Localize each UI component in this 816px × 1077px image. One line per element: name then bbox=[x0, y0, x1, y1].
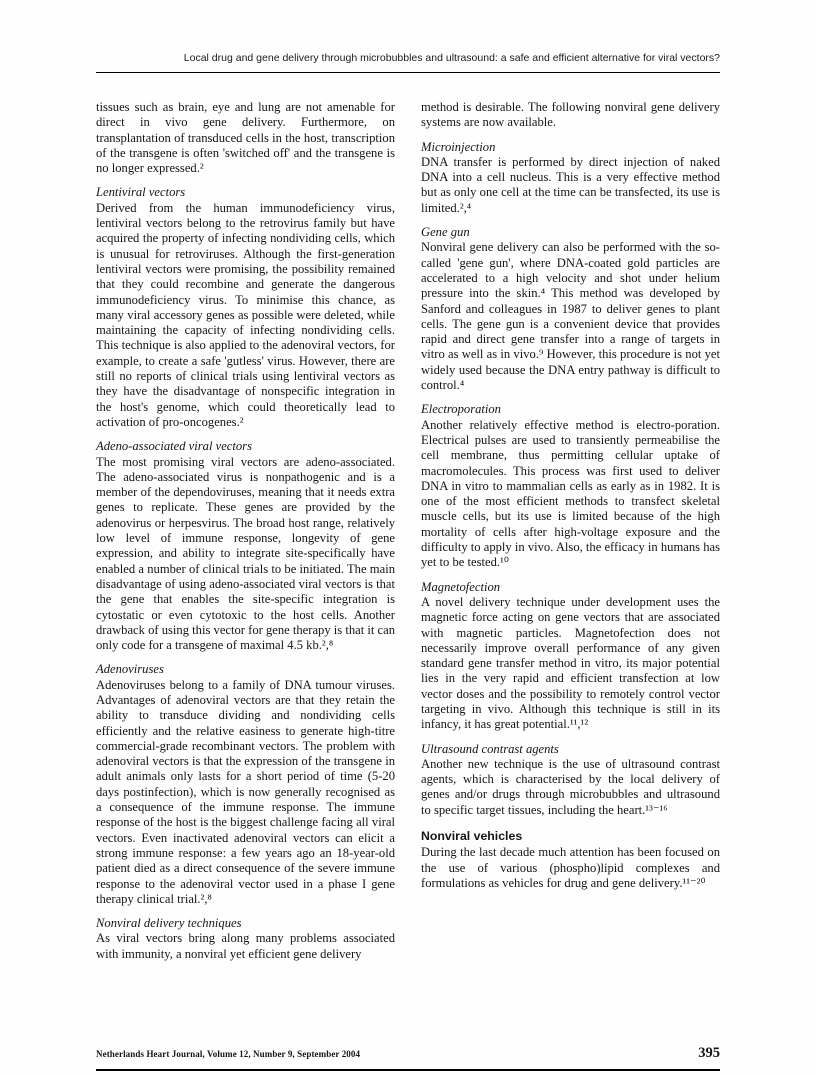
footer-journal-info: Netherlands Heart Journal, Volume 12, Number 9, September 2004 bbox=[96, 1049, 361, 1059]
heading-microinjection: Microinjection bbox=[421, 139, 496, 154]
heading-magnetofection: Magnetofection bbox=[421, 579, 501, 594]
paragraph-microinjection: DNA transfer is performed by direct injection of naked DNA into a cell nucleus. This is a very effective method but as only one cell at the time can be transfected, its use is limited.²,⁴ bbox=[421, 154, 720, 215]
footer-rule bbox=[96, 1069, 720, 1071]
paragraph-nonviral-delivery-techniques: As viral vectors bring along many problems associated with immunity, a nonviral yet efficient gene delivery bbox=[96, 931, 395, 961]
page-number: 395 bbox=[698, 1045, 720, 1061]
heading-nonviral-vehicles: Nonviral vehicles bbox=[421, 829, 523, 844]
heading-adenoviruses: Adenoviruses bbox=[96, 662, 164, 677]
heading-electroporation: Electroporation bbox=[421, 402, 501, 417]
article-body bbox=[96, 100, 720, 962]
paragraph-electroporation: Another relatively effective method is electro-poration. Electrical pulses are used to transiently permeabilise the cell membrane, thus permitting cellular uptake of macromolecules. This process was first used to deliver DNA in vitro to mammalian cells as early as in 1982. It is one of the most efficient methods to transfect skeletal muscle cells, but its use is limited because of the high mortality of cells after high-voltage exposure and the difficulty to apply in vivo. Also, the efficacy in humans has yet to be tested.¹⁰ bbox=[421, 417, 720, 570]
left-column bbox=[96, 100, 395, 962]
continued-paragraph: tissues such as brain, eye and lung are not amenable for direct in vivo gene delivery. Furthermore, on transplantation of transduced cells in the host, transcription of the transgene is often 'switched off' and the transgene is no longer expressed.² bbox=[96, 100, 395, 176]
heading-lentiviral-vectors: Lentiviral vectors bbox=[96, 185, 186, 200]
paragraph-adenoviruses: Adenoviruses belong to a family of DNA tumour viruses. Advantages of adenoviral vectors are that they retain the ability to transduce dividing and nondividing cells efficiently and the relative easiness to generate high-titre commercial-grade recombinant vectors. The problem with adenoviral vectors is that the expression of the transgene in adult animals only lasts for a short period of time (5-20 days postinfection), which is now generally recognised as a consequence of the immune response. The immune response of the host is the biggest challenge facing all viral vectors. Even inactivated adenoviral vectors can elicit a strong immune response: a few years ago an 18-year-old patient died as a direct consequence of the severe immune response to the adenoviral vector used in a phase I gene therapy clinical trial.²,⁸ bbox=[96, 677, 395, 906]
heading-adeno-associated-viral-vectors: Adeno-associated viral vectors bbox=[96, 439, 252, 454]
paragraph-lentiviral-vectors: Derived from the human immunodeficiency virus, lentiviral vectors belong to the retrovirus family but have acquired the property of infecting nondividing cells, which is unusual for retroviruses. Although the first-generation lentiviral vectors were promising, the possibility remained that they could recombine and generate the dangerous immunodeficiency virus. To minimise this chance, as many viral accessory genes as possible were deleted, while maintaining the capacity of infecting nondividing cells. This technique is also applied to the adenoviral vectors, for example, to create a safe 'gutless' virus. However, there are still no reports of clinical trials using lentiviral vectors as they have the disadvantage of nonspecific integration in the host's genome, which could theoretically lead to activation of pro-oncogenes.² bbox=[96, 200, 395, 429]
paragraph-gene-gun: Nonviral gene delivery can also be performed with the so-called 'gene gun', where DNA-coated gold particles are accelerated to a high velocity and shot under helium pressure into the skin.⁴ This method was developed by Sanford and colleagues in 1987 to deliver genes to plant cells. The gene gun is a convenient device that provides rapid and direct gene transfer into a range of targets in vitro as well as in vivo.⁹ However, this procedure is not yet widely used because the DNA entry pathway is difficult to control.⁴ bbox=[421, 240, 720, 393]
heading-nonviral-delivery-techniques: Nonviral delivery techniques bbox=[96, 916, 242, 931]
continued-paragraph: method is desirable. The following nonviral gene delivery systems are now available. bbox=[421, 100, 720, 130]
running-head-title: Local drug and gene delivery through microbubbles and ultrasound: a safe and efficient alternative for viral vectors? bbox=[183, 52, 720, 64]
heading-ultrasound-contrast-agents: Ultrasound contrast agents bbox=[421, 741, 559, 756]
paragraph-nonviral-vehicles: During the last decade much attention has been focused on the use of various (phospho)lipid complexes and formulations as vehicles for drug and gene delivery.¹¹⁻²⁰ bbox=[421, 845, 720, 890]
paragraph-adeno-associated-viral-vectors: The most promising viral vectors are adeno-associated. The adeno-associated virus is nonpathogenic and is a member of the dependoviruses, meaning that it needs extra genes to replicate. These genes are provided by the adenovirus or herpesvirus. The broad host range, relatively low level of immune response, longevity of gene expression, and ability to integrate site-specifically have enabled a number of clinical trials to be initiated. The main disadvantage of using adeno-associated viral vectors is that the gene that enables the site-specific integration is cytostatic or even cytotoxic to the host cells. Another drawback of using this vector for gene therapy is that it can only code for a transgene of maximal 4.5 kb.²,⁸ bbox=[96, 454, 396, 653]
page-footer bbox=[96, 1045, 720, 1071]
heading-gene-gun: Gene gun bbox=[421, 225, 470, 240]
running-head bbox=[96, 52, 720, 73]
paragraph-ultrasound-contrast-agents: Another new technique is the use of ultrasound contrast agents, which is characterised by the local delivery of genes and/or drugs through microbubbles and ultrasound to specific target tissues, including the heart.¹³⁻¹⁶ bbox=[421, 756, 720, 817]
paragraph-magnetofection: A novel delivery technique under development uses the magnetic force acting on gene vectors that are associated with magnetic particles. Magnetofection does not necessarily improve overall performance of any given standard gene transfer method in vitro, its major potential lies in the very rapid and efficient transfection at low vector doses and the possibility to remotely control vector targeting in vivo. Although this technique is still in its infancy, it has great potential.¹¹,¹² bbox=[421, 594, 720, 732]
footer-row bbox=[96, 1045, 720, 1062]
right-column bbox=[421, 100, 720, 962]
header-rule bbox=[96, 72, 720, 73]
